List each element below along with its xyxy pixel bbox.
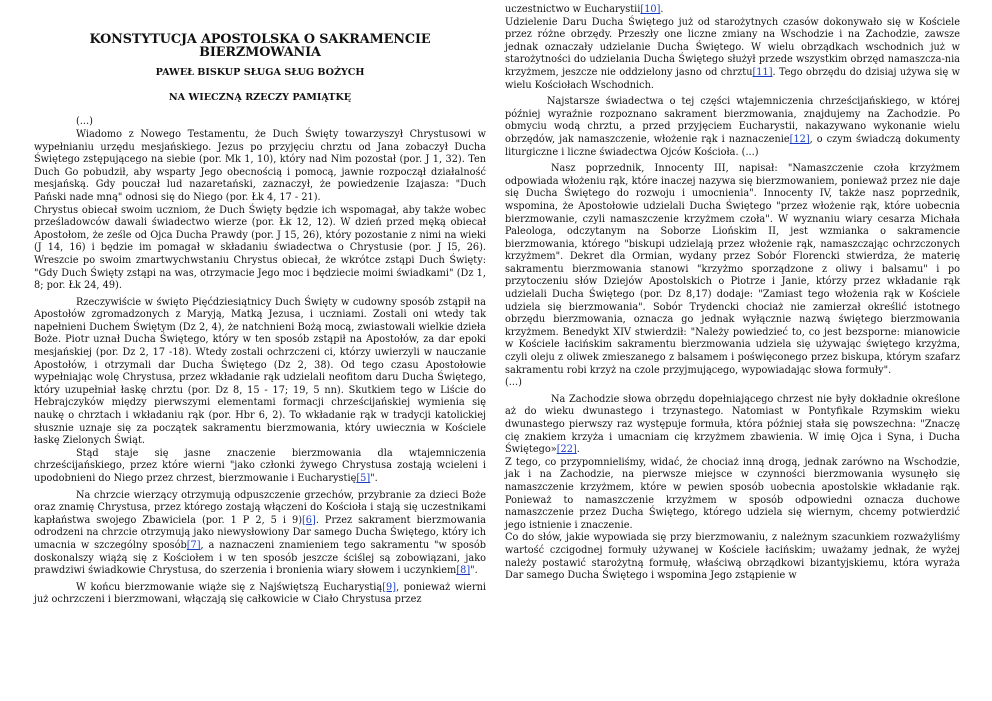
footnote-link-7[interactable]: [7] [186, 539, 201, 551]
text-segment: Najstarsze świadectwa o tej części wtajemniczenia chrześcijańskiego, w której później wyraźnie rozpoznano sakrament bierzmowania, znajdujemy na Zachodzie. Po obmyciu wodą chrztu, a przed przyjęciem Eucharystii, nakazywano wykonanie wielu obrzędów, jak namaszczenie, włożenie rąk i naznaczenie [505, 96, 960, 145]
paragraph-eucharist-continued [505, 4, 960, 17]
paragraph-rites [505, 17, 960, 93]
ellipsis-marker: (...) [505, 377, 522, 389]
footnote-link-8[interactable]: [8] [456, 565, 471, 577]
text-segment: Na Zachodzie słowa obrzędu dopełniającego chrzest nie były dokładnie określone aż do wieku dwunastego i trzynastego. Natomiast w Pontyfikale Rzymskim wieku dwunastego pierwszy raz występuje formuła, która później stała się powszechna: "Znaczę cię znakiem krzyża i umacniam cię krzyżmem zbawienia. W imię Ojca i Syna, i Ducha Świętego» [505, 393, 960, 456]
footnote-link-11[interactable]: [11] [752, 66, 773, 78]
document-subtitle-author: PAWEŁ BISKUP SŁUGA SŁUG BOŻYCH [155, 67, 365, 79]
paragraph-innocent-iii: Nasz poprzednik, Innocenty III, napisał: "Namaszczenie czoła krzyżmem odpowiada włożeniu rąk, które inaczej nazywa się bierzmowaniem, ponieważ przez nie daje się Ducha Świętego do rozwoju i umocnienia". Innocenty IV, także nasz poprzednik, wspomina, że Apostołowie udzielali Ducha Świętego "przez włożenie rąk, które uobecnia bierzmowanie, czyli namaszczenie krzyżmem czoła". W wyznaniu wiary cesarza Michała Paleologa, odczytanym na Soborze Liońskim II, jest wzmianka o sakramencie bierzmowania, którego "biskupi udzielają przez włożenie rąk, namaszczając ochrzczonych krzyżmem". Dekret dla Ormian, wydany przez Sobór Florencki stwierdza, że materię sakramentu bierzmowania stanowi "krzyżmo sporządzone z oliwy i balsamu" i po przytoczeniu słów Dziejów Apostolskich o Piotrze i Janie, którzy przez wkładanie rąk udzielali Ducha Świętego (por. Dz 8,17) dodaje: "Zamiast tego włożenia rąk w Kościele udziela się bierzmowania". Sobór Trydencki chociaż nie zamierzał określić istotnego obrzędu bierzmowania, oznacza go jednak wyłącznie nazwą świętego bierzmowania krzyżmem. Benedykt XIV stwierdził: "Należy powiedzieć to, co jest bezsporne: mianowicie w Kościele łacińskim sakramentu bierzmowania udziela się używając świętego krzyżma, czyli oleju z oliwek zmieszanego z balsamem i poświęconego przez biskupa, którym szafarz sakramentu robi krzyż na czole przyjmującego, wypowiadając słowa formuły". [505, 163, 960, 376]
text-segment: W końcu bierzmowanie wiąże się z Najświętszą Eucharystią [76, 581, 383, 593]
right-column [505, 0, 960, 583]
text-segment: , o czym świadczą dokumenty liturgiczne i liczne świadectwa Ojców Kościoła. (...) [505, 133, 961, 158]
text-segment: , a naznaczeni znamieniem tego sakramentu "w sposób doskonalszy wiążą się z Kościołem i w ten sposób jeszcze ściślej są zobowiązani, jako prawdziwi świadkowie Chrystusa, do szerzenia i bronienia wiary słowem i uczynkiem [34, 539, 486, 577]
text-segment: Udzielenie Daru Ducha Świętego już od starożytnych czasów dokonywało się w Kościele przez różne obrzędy. Przeszły one liczne zmiany na Wschodzie i na Zachodzie, zawsze jednak oznaczały udzielanie Ducha Świętego. W wielu obrządkach wschodnich już w starożytności do udzielania Ducha Świętego służył przede wszystkim obrzęd namaszcza-nia krzyżmem, jeszcze nie oddzielony jasno od chrztu [505, 16, 960, 78]
text-segment: Na chrzcie wierzący otrzymują odpuszczenie grzechów, przybranie za dzieci Boże oraz znamię Chrystusa, przez którego zostają włączeni do Kościoła i stają się uczestnikami kapłaństwa swojego Zbawiciela (por. 1 P 2, 5 i 9) [34, 489, 486, 526]
paragraph-baptism [34, 490, 486, 578]
paragraph-words-of-formula: Co do słów, jakie wypowiada się przy bierzmowaniu, z należnym szacunkiem rozważyliśmy wartość czcigodnej formuły używanej w Kościele łacińskim; uważamy jednak, że wyżej należy postawić starożytną formułę, właściwą obrządkowi bizantyjskiemu, która wyraża Dar samego Ducha Świętego i wspomina Jego zstąpienie w [505, 532, 960, 582]
footnote-link-5[interactable]: [5] [356, 473, 371, 484]
text-segment: Stąd staje się jasne znaczenie bierzmowania dla wtajemniczenia chrześcijańskiego, przez które wierni "jako członki żywego Chrystusa zostają wcieleni i upodobnieni do Niego przez chrzest, bierzmowanie i Eucharystię [34, 447, 486, 484]
footnote-link-12[interactable]: [12] [789, 133, 810, 145]
paragraph-oldest-testimonies [505, 96, 960, 159]
text-segment: ". [470, 565, 478, 577]
paragraph-promise: Chrystus obiecał swoim uczniom, że Duch Święty będzie ich wspomagał, aby także wobec prześladowców dawali świadectwo wierze (por. Łk 12, 12). W dzień przed męką obiecał Apostołom, że ześle od Ojca Ducha Prawdy (por. J 15, 26), który pozostanie z nimi na wieki (J 14, 16) i będzie im pomagał w składaniu świadectwa o Chrystusie (por. J I5, 26). Wreszcie po swoim zmartwychwstaniu Chrystus obiecał, że wkrótce zstąpi Duch Święty: "Gdy Duch Święty zstąpi na was, otrzymacie Jego moc i będziecie moimi świadkami" (Dz 1, 8; por. Łk 24, 49). [34, 204, 486, 292]
text-segment: . [660, 4, 664, 15]
footnote-link-10[interactable]: [10] [640, 4, 661, 15]
left-column [34, 0, 486, 607]
ellipsis-marker: (...) [76, 116, 93, 128]
footnote-link-22[interactable]: [22] [556, 444, 577, 456]
footnote-link-9[interactable]: [9] [382, 581, 397, 593]
text-segment: ". [370, 473, 378, 484]
paragraph-pentecost: Rzeczywiście w święto Pięćdziesiątnicy Duch Święty w cudowny sposób zstąpił na Apostołów zgromadzonych z Maryją, Matką Jezusa, i uczniami. Zostali oni wtedy tak napełnieni Duchem Świętym (Dz 2, 4), że natchnieni Bożą mocą, zwiastowali wielkie dzieła Boże. Piotr uznał Ducha Świętego, który w ten sposób zstąpił na Apostołów, za dar epoki mesjańskiej (por. Dz 2, 17 -18). Wtedy zostali ochrzczeni ci, którzy uwierzyli w nauczanie Apostołów, i otrzymali dar Ducha Świętego (Dz 2, 38). Od tego czasu Apostołowie wypełniając wolę Chrystusa, przez wkładanie rąk udzielali neofitom daru Ducha Świętego, który uzupełniał łaskę chrztu (por. Dz 8, 15 - 17; 19, 5 nn). Skutkiem tego w Liście do Hebrajczyków między pierwszymi elementami formacji chrześcijańskiej wymienia się naukę o chrztach i wkładaniu rąk (por. Hbr 6, 2). To wkładanie rąk w tradycji katolickiej słusznie uznaje się za początek sakramentu bierzmowania, który uwiecznia w Kościele łaskę Zielonych Świąt. [34, 296, 486, 447]
paragraph-new-testament: Wiadomo z Nowego Testamentu, że Duch Święty towarzyszył Chrystusowi w wypełnianiu urzędu mesjańskiego. Jezus po przyjęciu chrztu od Jana zobaczył Ducha Świętego zstępującego na siebie (por. Mk 1, 10), który nad Nim pozostał (por. J 1, 32). Ten Duch Go pobudził, aby wsparty Jego obecnością i pomocą, jawnie rozpoczął działalność mesjańską. Gdy pouczał lud nazaretański, zaznaczył, że powiedzenie Izajasza: "Duch Pański nade mną" odnosi się do Niego (por. Łk 4, 17 - 21). [34, 128, 486, 203]
paragraph-anointing: Z tego, co przypomnieliśmy, widać, że chociaż inną drogą, jednak zarówno na Wschodzie, jak i na Zachodzie, na pierwsze miejsce w czynności bierzmowania wysunęło się namaszczenie krzyżmem, które w pewien sposób uobecnia apostolskie wkładanie rąk. Ponieważ to namaszczenie krzyżmem w sposób odpowiedni oznacza duchowe namaszczenie przez Ducha Świętego, którego udziela się wiernym, chcemy potwierdzić jego istnienie i znaczenie. [505, 456, 960, 531]
text-segment: . Przez sakrament bierzmowania odrodzeni na chrzcie otrzymują jako niewysłowiony Dar samego Ducha Świętego, który ich umacnia w szczególny sposób [34, 514, 487, 551]
paragraph-west-formula [505, 394, 960, 457]
footnote-link-6[interactable]: [6] [302, 514, 316, 526]
text-segment: , ponieważ wierni już ochrzczeni i bierzmowani, włączają się całkowicie w Ciało Chrystusa przez [34, 581, 486, 606]
text-segment: uczestnictwo w Eucharystii [505, 4, 641, 15]
text-segment: . Tego obrzędu do dzisiaj używa się w wielu Kościołach Wschodnich. [505, 66, 961, 91]
text-segment: . [576, 444, 580, 456]
paragraph-initiation [34, 448, 486, 486]
document-subtitle-memory: NA WIECZNĄ RZECZY PAMIĄTKĘ [168, 91, 352, 103]
paragraph-eucharist [34, 582, 486, 607]
document-title: KONSTYTUCJA APOSTOLSKA O SAKRAMENCIE BIERZMOWANIA [89, 32, 431, 60]
